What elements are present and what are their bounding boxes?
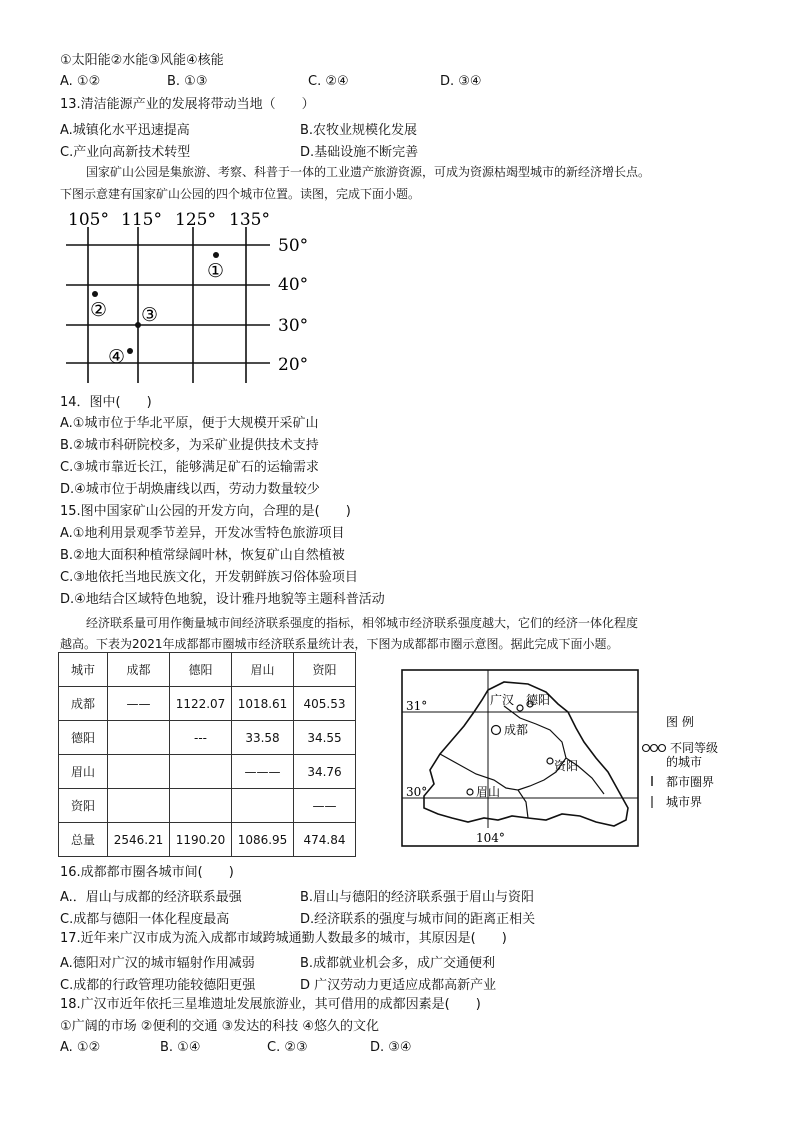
table-cell: --- <box>170 721 232 755</box>
q17-options-row2 <box>60 974 760 992</box>
table-cell: 眉山 <box>59 755 108 789</box>
q16-option-c: C.成都与德阳一体化程度最高 <box>60 912 230 927</box>
table-cell <box>108 789 170 823</box>
q14-option-c: C.③城市靠近长江，能够满足矿石的运输需求 <box>60 460 319 475</box>
q17-option-a: A.德阳对广汉的城市辐射作用减弱 <box>60 956 255 971</box>
q17-stem: 17.近年来广汉市成为流入成都市域跨城通勤人数最多的城市，其原因是( ) <box>60 931 507 946</box>
table-cell: 1018.61 <box>232 687 294 721</box>
q15-stem: 15.图中国家矿山公园的开发方向，合理的是( ) <box>60 504 351 519</box>
table-row <box>59 721 356 755</box>
lat-label-40: 40° <box>278 275 309 295</box>
q18-stem: 18.广汉市近年依托三星堆遗址发展旅游业，其可借用的成都因素是( ) <box>60 997 481 1012</box>
q17-option-b: B.成都就业机会多，成广交通便利 <box>300 956 496 971</box>
city-label-chengdu: 成都 <box>504 723 529 737</box>
city-marker-chengdu <box>492 726 501 735</box>
passage1-line1: 国家矿山公园是集旅游、考察、科普于一体的工业遗产旅游资源，可成为资源枯竭型城市的新经济增长点。 <box>86 165 651 179</box>
lon-label-115: 115° <box>121 210 162 230</box>
q16-options-row2 <box>60 908 760 926</box>
lon-label-105: 105° <box>68 210 109 230</box>
lon-104-label: 104° <box>476 831 505 845</box>
q18-option-d: D. ③④ <box>370 1040 412 1055</box>
q16-option-a: A.．眉山与成都的经济联系最强 <box>60 890 242 905</box>
q16-option-b: B.眉山与德阳的经济联系强于眉山与资阳 <box>300 890 535 905</box>
q12-items: ①太阳能②水能③风能④核能 <box>60 53 224 68</box>
legend-item-cities-2: 的城市 <box>666 755 703 769</box>
table-cell: 德阳 <box>59 721 108 755</box>
q18-items: ①广阔的市场 ②便利的交通 ③发达的科技 ④悠久的文化 <box>60 1019 380 1034</box>
legend-item-metro-boundary: 都市圈界 <box>666 775 715 789</box>
table-cell: —— <box>108 687 170 721</box>
city-label-2: ② <box>90 299 108 321</box>
table-header-cell: 德阳 <box>170 653 232 687</box>
table-cell: 474.84 <box>294 823 356 857</box>
q18-options <box>60 1040 760 1058</box>
table-cell <box>170 755 232 789</box>
passage2-line2: 越高。下表为2021年成都都市圈城市经济联系量统计表，下图为成都都市圈示意图。据此完成下面小题。 <box>60 637 619 651</box>
city-label-1: ① <box>207 260 225 282</box>
q13-options-row2 <box>60 141 760 159</box>
q12-option-a: A. ①② <box>60 74 101 89</box>
legend-city-symbol <box>643 745 650 752</box>
city-marker-ziyang <box>547 758 553 764</box>
q14-option-a: A.①城市位于华北平原，便于大规模开采矿山 <box>60 416 319 431</box>
legend-item-city-boundary: 城市界 <box>666 795 703 809</box>
table-cell <box>108 755 170 789</box>
q17-options-row1 <box>60 952 760 970</box>
table-cell: —— <box>294 789 356 823</box>
q15-option-a: A.①地利用景观季节差异，开发冰雪特色旅游项目 <box>60 526 345 541</box>
q13-options-row1 <box>60 119 760 137</box>
city-dot-1 <box>213 252 219 258</box>
q16-option-d: D.经济联系的强度与城市间的距离正相关 <box>300 912 536 927</box>
table-cell: 405.53 <box>294 687 356 721</box>
table-header-cell: 城市 <box>59 653 108 687</box>
table-cell: 成都 <box>59 687 108 721</box>
grid-map <box>58 205 318 390</box>
q13-option-c: C.产业向高新技术转型 <box>60 145 191 160</box>
city-dot-2 <box>92 291 98 297</box>
table-cell: 1190.20 <box>170 823 232 857</box>
q13-option-a: A.城镇化水平迅速提高 <box>60 123 190 138</box>
city-marker-meishan <box>467 789 473 795</box>
table-cell <box>232 789 294 823</box>
legend-city-symbol <box>659 745 666 752</box>
q16-stem: 16.成都都市圈各城市间( ) <box>60 865 234 880</box>
city-label-guanghan: 广汉 <box>490 693 515 707</box>
lat-label-50: 50° <box>278 236 309 256</box>
lon-label-135: 135° <box>229 210 270 230</box>
table-row <box>59 789 356 823</box>
legend-title: 图 例 <box>666 715 694 729</box>
legend-city-symbol <box>651 745 658 752</box>
lon-label-125: 125° <box>175 210 216 230</box>
q18-option-c: C. ②③ <box>267 1040 308 1055</box>
table-cell: 资阳 <box>59 789 108 823</box>
table-cell: 总量 <box>59 823 108 857</box>
table-cell <box>170 789 232 823</box>
table-cell: 33.58 <box>232 721 294 755</box>
economic-linkage-table <box>58 652 356 857</box>
lat-30-label: 30° <box>406 785 428 799</box>
q12-option-b: B. ①③ <box>167 74 208 89</box>
city-label-deyang: 德阳 <box>526 693 551 707</box>
lat-label-30: 30° <box>278 316 309 336</box>
q14-option-d: D.④城市位于胡焕庸线以西，劳动力数量较少 <box>60 482 320 497</box>
city-marker-guanghan <box>517 705 523 711</box>
table-row <box>59 755 356 789</box>
lat-31-label: 31° <box>406 699 428 713</box>
q13-option-b: B.农牧业规模化发展 <box>300 123 418 138</box>
table-cell: 34.55 <box>294 721 356 755</box>
q18-option-a: A. ①② <box>60 1040 101 1055</box>
q17-option-c: C.成都的行政管理功能较德阳更强 <box>60 978 256 993</box>
q12-option-d: D. ③④ <box>440 74 482 89</box>
q14-option-b: B.②城市科研院校多，为采矿业提供技术支持 <box>60 438 319 453</box>
q18-option-b: B. ①④ <box>160 1040 201 1055</box>
legend-item-cities-1: 不同等级 <box>670 741 719 755</box>
q13-option-d: D.基础设施不断完善 <box>300 145 419 160</box>
q15-option-d: D.④地结合区域特色地貌，设计雅丹地貌等主题科普活动 <box>60 592 385 607</box>
table-header-cell: 资阳 <box>294 653 356 687</box>
city-label-meishan: 眉山 <box>476 785 501 799</box>
q17-option-d: D 广汉劳动力更适应成都高新产业 <box>300 978 497 993</box>
table-row <box>59 687 356 721</box>
table-header-cell: 成都 <box>108 653 170 687</box>
passage2-line1: 经济联系量可用作衡量城市间经济联系强度的指标，相邻城市经济联系强度越大，它们的经济一体化程度 <box>86 616 639 630</box>
q12-options <box>60 74 760 92</box>
q15-option-b: B.②地大面积种植常绿阔叶林，恢复矿山自然植被 <box>60 548 345 563</box>
q12-option-c: C. ②④ <box>308 74 349 89</box>
table-cell: 34.76 <box>294 755 356 789</box>
table-cell: ——— <box>232 755 294 789</box>
table-header-cell: 眉山 <box>232 653 294 687</box>
city-label-3: ③ <box>141 304 159 326</box>
table-cell: 1086.95 <box>232 823 294 857</box>
city-label-ziyang: 资阳 <box>554 759 579 773</box>
city-boundary <box>504 706 566 790</box>
city-dot-4 <box>127 348 133 354</box>
table-cell: 2546.21 <box>108 823 170 857</box>
table-header-row <box>59 653 356 687</box>
q14-stem: 14．图中( ) <box>60 395 152 410</box>
q13-stem: 13.清洁能源产业的发展将带动当地（ ） <box>60 97 315 112</box>
table-cell: 1122.07 <box>170 687 232 721</box>
passage1-line2: 下图示意建有国家矿山公园的四个城市位置。读图，完成下面小题。 <box>60 187 421 201</box>
table-cell <box>108 721 170 755</box>
q15-option-c: C.③地依托当地民族文化，开发朝鲜族习俗体验项目 <box>60 570 358 585</box>
chengdu-metro-map <box>400 668 730 848</box>
q16-options-row1 <box>60 886 760 904</box>
city-label-4: ④ <box>108 346 126 368</box>
table-row <box>59 823 356 857</box>
lat-label-20: 20° <box>278 355 309 375</box>
